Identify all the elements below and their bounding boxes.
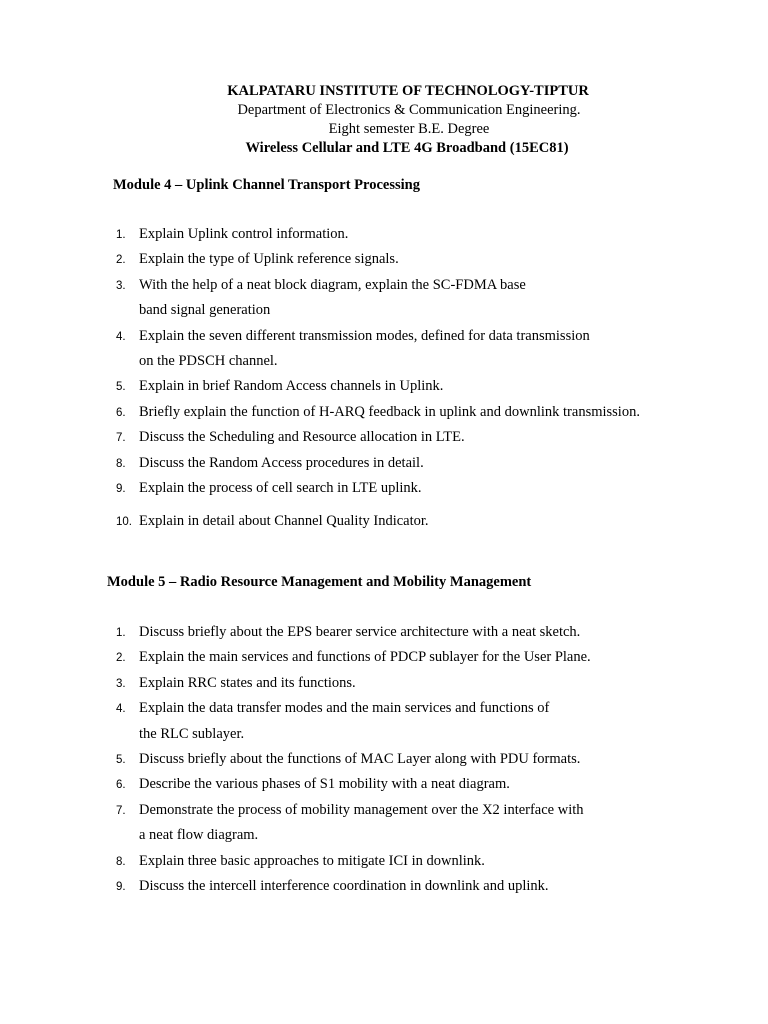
question-text [139, 273, 526, 324]
question-text [139, 509, 429, 535]
question-text [139, 671, 356, 697]
question-number: 8. [116, 855, 126, 868]
institute-name: KALPATARU INSTITUTE OF TECHNOLOGY-TIPTUR [227, 83, 589, 99]
question-text-line: Explain Uplink control information. [139, 226, 349, 242]
question-number: 10. [116, 516, 132, 529]
question-number: 2. [116, 652, 126, 665]
question-number: 6. [116, 779, 126, 792]
question-text-line: Discuss the intercell interference coordination in downlink and uplink. [139, 878, 549, 894]
question-text-line: Explain the data transfer modes and the main services and functions of [139, 700, 550, 717]
question-text-line: Describe the various phases of S1 mobility with a neat diagram. [139, 776, 510, 793]
question-text [139, 798, 584, 849]
question-text-line: Explain RRC states and its functions. [139, 674, 356, 691]
question-text [139, 849, 485, 875]
question-text-line: Explain three basic approaches to mitigate ICI in downlink. [139, 852, 485, 869]
question-number: 5. [116, 381, 126, 394]
question-text [139, 324, 590, 375]
question-text-line: Explain in brief Random Access channels in Uplink. [139, 378, 444, 395]
question-text [139, 772, 510, 798]
question-text-line: Discuss briefly about the EPS bearer service architecture with a neat sketch. [139, 624, 581, 640]
question-text [139, 247, 399, 273]
question-number: 8. [116, 457, 126, 470]
question-number: 3. [116, 279, 126, 292]
question-number: 9. [116, 881, 126, 893]
question-text [139, 645, 591, 671]
question-text-line: band signal generation [139, 302, 271, 319]
department-name: Department of Electronics & Communication Engineering. [237, 102, 581, 118]
question-text [139, 222, 348, 248]
question-text-line: Discuss the Random Access procedures in detail. [139, 454, 424, 471]
question-text-line: Explain in detail about Channel Quality Indicator. [139, 513, 429, 530]
module-5-title: Module 5 – Radio Resource Management and Mobility Management [107, 574, 532, 590]
question-text-line: Explain the process of cell search in LTE uplink. [139, 480, 422, 496]
question-number: 1. [116, 229, 126, 241]
question-text-line: Briefly explain the function of H-ARQ feedback in uplink and downlink transmission. [139, 403, 640, 420]
question-text [139, 374, 443, 400]
question-number: 7. [116, 804, 126, 817]
question-number: 9. [116, 483, 126, 495]
question-number: 6. [116, 406, 126, 419]
question-number: 2. [116, 254, 126, 267]
question-number: 5. [116, 754, 126, 766]
question-text-line: the RLC sublayer. [139, 725, 245, 742]
question-text [139, 400, 640, 426]
question-text [139, 476, 422, 502]
question-number: 7. [116, 432, 126, 445]
question-text-line: a neat flow diagram. [139, 827, 259, 844]
question-text [139, 451, 424, 477]
question-text [139, 747, 580, 773]
question-number: 3. [116, 677, 126, 690]
document-header [0, 82, 768, 158]
question-text-line: on the PDSCH channel. [139, 353, 278, 370]
question-text [139, 874, 549, 900]
question-text-line: Discuss the Scheduling and Resource allocation in LTE. [139, 429, 465, 446]
question-text [139, 425, 465, 451]
semester-info: Eight semester B.E. Degree [328, 121, 490, 137]
question-text [139, 696, 549, 747]
question-number: 4. [116, 330, 126, 343]
course-title: Wireless Cellular and LTE 4G Broadband (15EC81) [245, 140, 569, 156]
question-text [139, 620, 580, 646]
question-number: 1. [116, 627, 126, 639]
question-number: 4. [116, 703, 126, 716]
question-text-line: With the help of a neat block diagram, explain the SC-FDMA base [139, 276, 526, 293]
question-text-line: Discuss briefly about the functions of MAC Layer along with PDU formats. [139, 751, 581, 767]
question-text-line: Explain the seven different transmission modes, defined for data transmission [139, 327, 590, 344]
question-text-line: Explain the main services and functions of PDCP sublayer for the User Plane. [139, 649, 591, 666]
question-text-line: Demonstrate the process of mobility management over the X2 interface with [139, 801, 584, 818]
module-4-title: Module 4 – Uplink Channel Transport Processing [113, 177, 420, 193]
question-text-line: Explain the type of Uplink reference signals. [139, 251, 399, 268]
